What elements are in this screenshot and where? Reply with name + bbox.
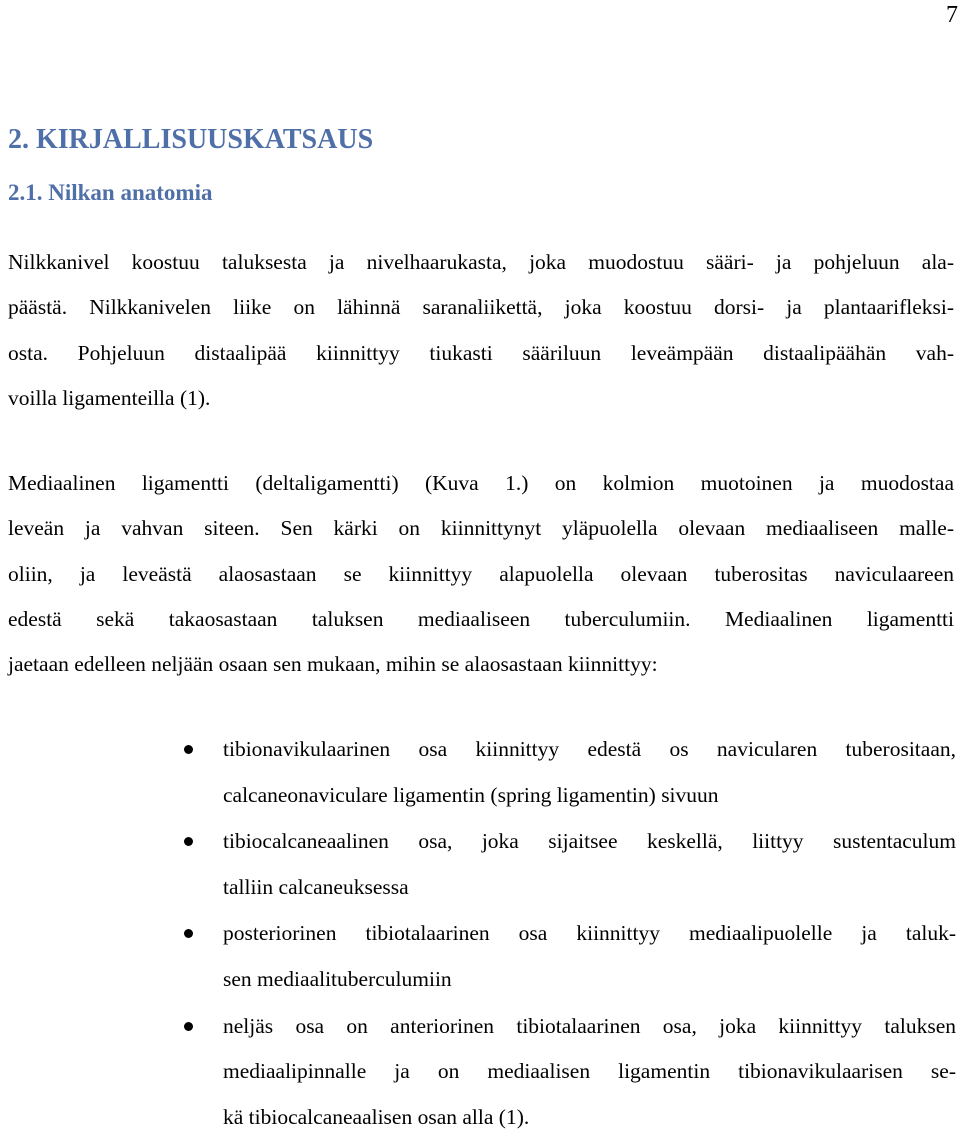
list-item-line: tibiocalcaneaalinen osa, joka sijaitsee keskellä, liittyy sustentaculum [223,829,956,854]
paragraph-line: päästä. Nilkkanivelen liike on lähinnä saranaliikettä, joka koostuu dorsi- ja plantaarifleksi- [8,295,954,320]
paragraph-line: edestä sekä takaosastaan taluksen mediaaliseen tuberculumiin. Mediaalinen ligamentti [8,606,954,631]
paragraph-line: osta. Pohjeluun distaalipää kiinnittyy tiukasti sääriluun leveämpään distaalipäähän vah- [8,340,954,365]
list-item-line: talliin calcaneuksessa [223,874,409,899]
ligament-parts-list [0,727,960,1141]
bullet-icon [184,745,193,754]
bullet-icon [184,929,193,938]
paragraph-line: leveän ja vahvan siteen. Sen kärki on kiinnittynyt yläpuolella olevaan mediaaliseen malle- [8,516,954,541]
list-item-line: kä tibiocalcaneaalisen osan alla (1). [223,1104,530,1129]
bullet-icon [184,837,193,846]
list-item [0,819,956,910]
paragraph-line: jaetaan edelleen neljään osaan sen mukaan, mihin se alaosastaan kiinnittyy: [8,652,658,677]
section-heading: 2.1. Nilkan anatomia [8,180,213,205]
list-item [0,727,956,818]
paragraph-line: Nilkkanivel koostuu taluksesta ja nivelhaarukasta, joka muodostuu sääri- ja pohjeluun ala- [8,250,954,274]
list-item [0,911,956,1002]
list-item [0,1004,956,1141]
list-item-line: neljäs osa on anteriorinen tibiotalaarinen osa, joka kiinnittyy taluksen [223,1013,956,1038]
paragraph-line: Mediaalinen ligamentti (deltaligamentti) (Kuva 1.) on kolmion muotoinen ja muodostaa [8,471,954,495]
paragraph-line: oliin, ja leveästä alaosastaan se kiinnittyy alapuolella olevaan tuberositas naviculaareen [8,561,954,586]
page-number: 7 [946,2,958,28]
bullet-icon [184,1022,193,1031]
list-item-line: mediaalipinnalle ja on mediaalisen ligamentin tibionavikulaarisen se- [223,1059,956,1084]
paragraph-ankle-joint [8,240,954,421]
list-item-line: posteriorinen tibiotalaarinen osa kiinnittyy mediaalipuolelle ja taluk- [223,921,956,946]
chapter-heading: 2. KIRJALLISUUSKATSAUS [8,124,374,155]
list-item-line: sen mediaalituberculumiin [223,966,452,991]
paragraph-line: voilla ligamenteilla (1). [8,385,211,410]
paragraph-medial-ligament [8,461,954,687]
list-item-line: calcaneonaviculare ligamentin (spring ligamentin) sivuun [223,782,719,807]
list-item-line: tibionavikulaarinen osa kiinnittyy edestä os navicularen tuberositaan, [223,737,956,761]
